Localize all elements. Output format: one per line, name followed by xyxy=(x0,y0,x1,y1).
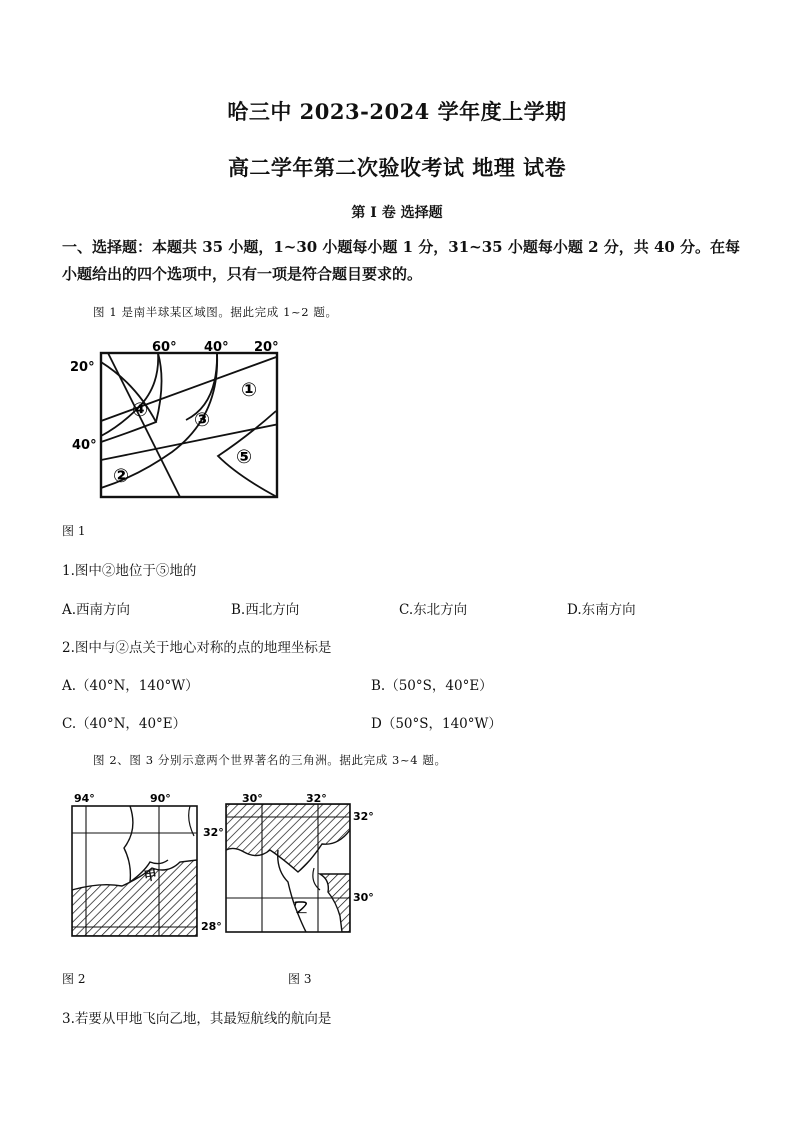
lat-label-32: 32° xyxy=(203,826,224,839)
q2-option-c: C.（40°N，40°E） xyxy=(62,716,187,732)
lat-label-32: 32° xyxy=(353,810,374,823)
exam-title-line1: 哈三中 2023-2024 学年度上学期 xyxy=(227,99,567,124)
figure2-caption: 图 2 xyxy=(62,972,86,986)
exam-title-line2: 高二学年第二次验收考试 地理 试卷 xyxy=(227,155,567,180)
figure1-map xyxy=(68,336,283,504)
q2-option-a: A.（40°N，140°W） xyxy=(62,678,199,694)
place-yi: 乙 xyxy=(294,898,308,914)
lon-label-40: 40° xyxy=(204,340,229,355)
point-1: ① xyxy=(241,379,258,401)
instructions: 一、选择题：本题共 35 小题，1~30 小题每小题 1 分，31~35 小题每小题 2 分，共 40 分。在每小题给出的四个选项中，只有一项是符合题目要求的。 xyxy=(62,238,741,283)
q1-option-d: D.东南方向 xyxy=(567,602,636,618)
place-jia: 甲 xyxy=(142,867,159,885)
lon-label-30: 30° xyxy=(242,792,263,805)
point-4: ④ xyxy=(132,399,149,421)
question-2-stem: 2.图中与②点关于地心对称的点的地理坐标是 xyxy=(62,640,332,656)
lon-label-90: 90° xyxy=(150,792,171,805)
point-2: ② xyxy=(113,465,130,487)
lat-label-30: 30° xyxy=(353,891,374,904)
point-3: ③ xyxy=(194,409,211,431)
figure3-map xyxy=(218,790,378,942)
figure23-intro: 图 2、图 3 分别示意两个世界著名的三角洲。据此完成 3~4 题。 xyxy=(93,753,447,767)
q1-option-c: C.东北方向 xyxy=(399,602,468,618)
lat-label-40: 40° xyxy=(72,438,97,453)
lon-label-32: 32° xyxy=(306,792,327,805)
question-3-stem: 3.若要从甲地飞向乙地，其最短航线的航向是 xyxy=(62,1011,332,1027)
point-5: ⑤ xyxy=(236,446,253,468)
question-1-stem: 1.图中②地位于⑤地的 xyxy=(62,563,197,579)
q1-option-b: B.西北方向 xyxy=(231,602,300,618)
lon-label-94: 94° xyxy=(74,792,95,805)
q2-option-d: D（50°S，140°W） xyxy=(371,716,502,732)
figure1-caption: 图 1 xyxy=(62,524,86,538)
q1-option-a: A.西南方向 xyxy=(62,602,131,618)
q2-option-b: B.（50°S，40°E） xyxy=(371,678,493,694)
figure1-intro: 图 1 是南半球某区域图。据此完成 1~2 题。 xyxy=(93,305,338,319)
section-heading: 第 I 卷 选择题 xyxy=(351,205,443,221)
lat-label-20: 20° xyxy=(70,360,95,375)
figure2-map xyxy=(60,790,224,942)
figure3-caption: 图 3 xyxy=(288,972,312,986)
lon-label-60: 60° xyxy=(152,340,177,355)
lon-label-20: 20° xyxy=(254,340,279,355)
lat-label-28: 28° xyxy=(201,920,222,933)
